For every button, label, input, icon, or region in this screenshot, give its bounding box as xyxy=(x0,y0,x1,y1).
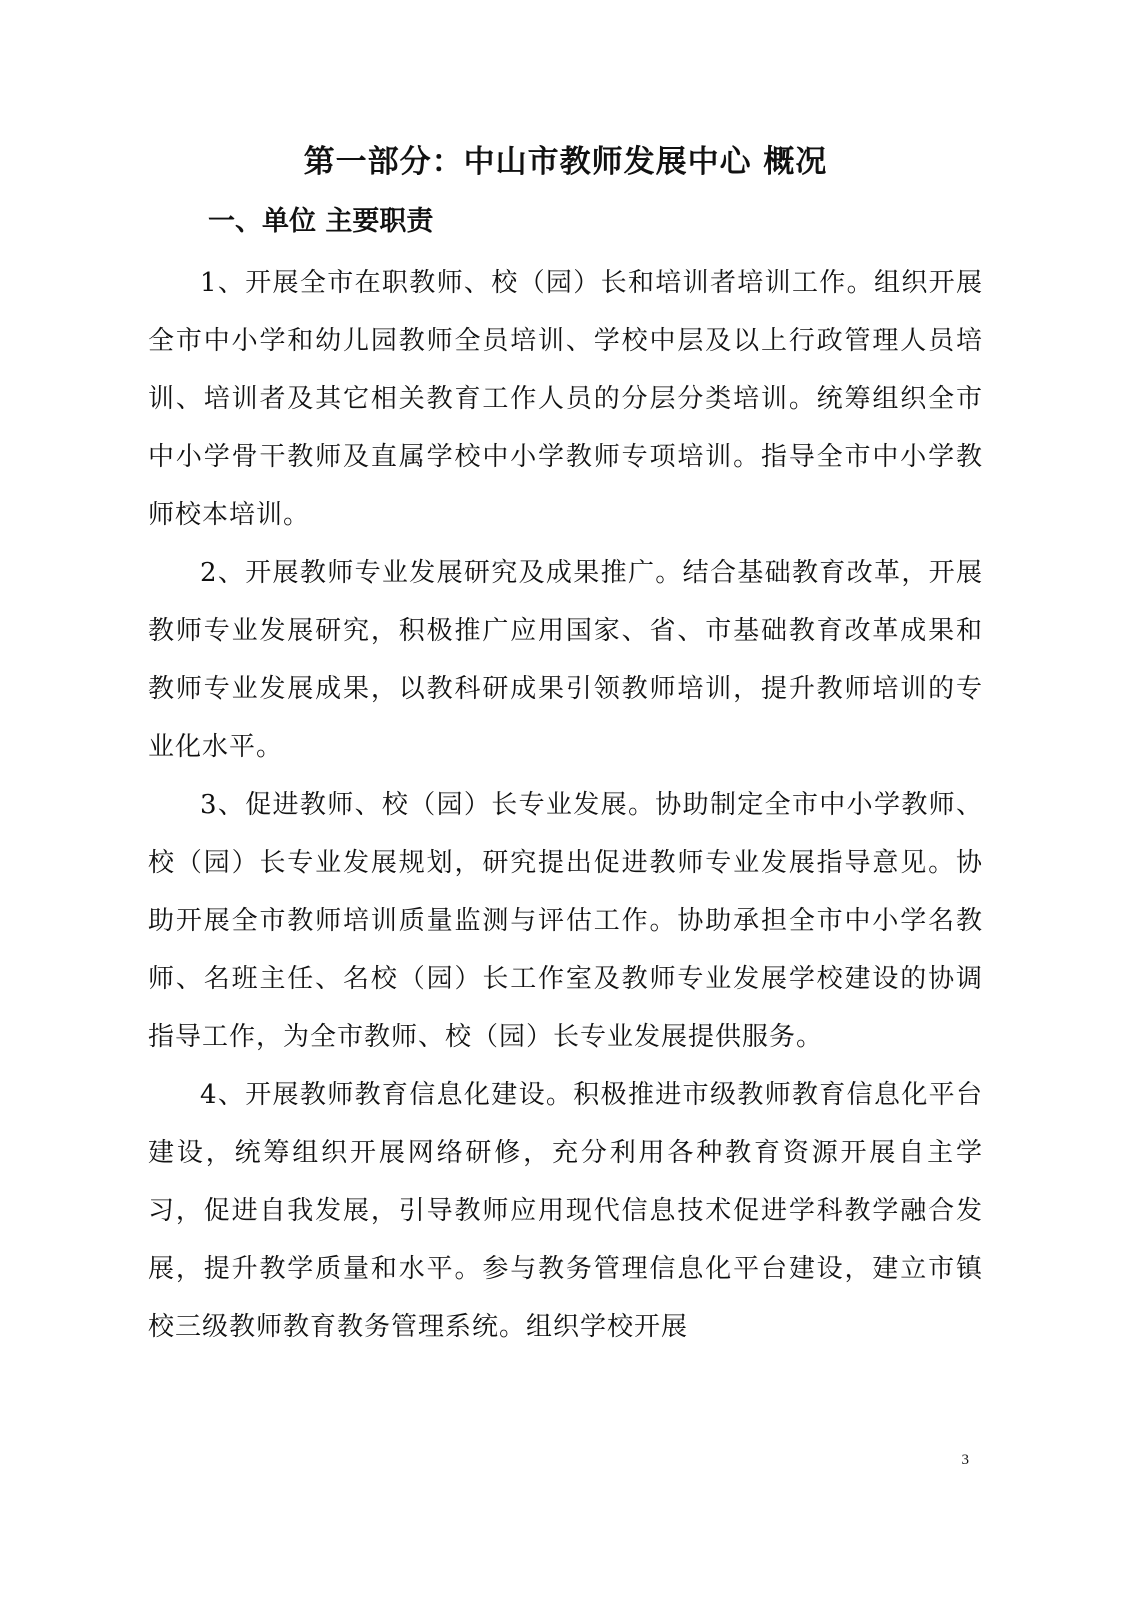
paragraph-4: 4、开展教师教育信息化建设。积极推进市级教师教育信息化平台建设，统筹组织开展网络研修，充分利用各种教育资源开展自主学习，促进自我发展，引导教师应用现代信息技术促进学科教学融合发展，提升教学质量和水平。参与教务管理信息化平台建设，建立市镇校三级教师教育教务管理系统。组织学校开展 xyxy=(148,1080,983,1342)
paragraph-1: 1、开展全市在职教师、校（园）长和培训者培训工作。组织开展全市中小学和幼儿园教师全员培训、学校中层及以上行政管理人员培训、培训者及其它相关教育工作人员的分层分类培训。统筹组织全市中小学骨干教师及直属学校中小学教师专项培训。指导全市中小学教师校本培训。 xyxy=(148,268,983,530)
paragraph-2: 2、开展教师专业发展研究及成果推广。结合基础教育改革，开展教师专业发展研究，积极推广应用国家、省、市基础教育改革成果和教师专业发展成果，以教科研成果引领教师培训，提升教师培训的专业化水平。 xyxy=(148,558,983,762)
document-body xyxy=(148,254,983,1356)
page-number: 3 xyxy=(961,1452,969,1468)
section-heading: 一、单位 主要职责 xyxy=(208,206,434,237)
page-title: 第一部分：中山市教师发展中心 概况 xyxy=(303,144,828,180)
paragraph-3: 3、促进教师、校（园）长专业发展。协助制定全市中小学教师、校（园）长专业发展规划，研究提出促进教师专业发展指导意见。协助开展全市教师培训质量监测与评估工作。协助承担全市中小学名教师、名班主任、名校（园）长工作室及教师专业发展学校建设的协调指导工作，为全市教师、校（园）长专业发展提供服务。 xyxy=(148,790,983,1052)
